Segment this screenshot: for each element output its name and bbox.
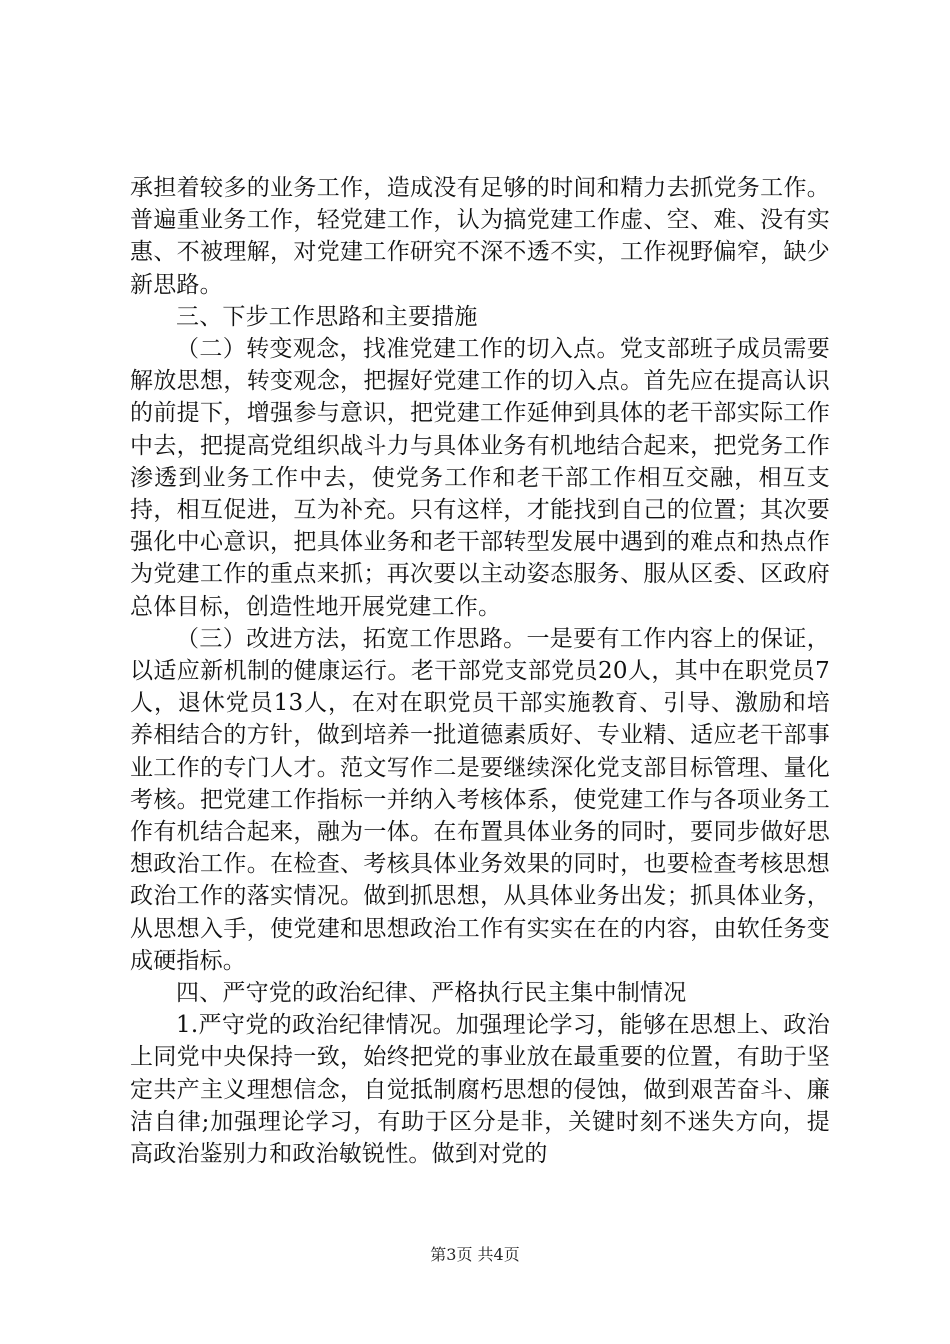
page-number-footer: 第3页 共4页 bbox=[430, 1245, 520, 1264]
paragraph-change-concepts: （二）转变观念，找准党建工作的切入点。党支部班子成员需要解放思想，转变观念，把握好党建工作的切入点。首先应在提高认识的前提下，增强参与意识，把党建工作延伸到具体的老干部实际工作中去，把提高党组织战斗力与具体业务有机地结合起来，把党务工作渗透到业务工作中去，使党务工作和老干部工作相互交融，相互支持，相互促进，互为补充。只有这样，才能找到自己的位置；其次要强化中心意识，把具体业务和老干部转型发展中遇到的难点和热点作为党建工作的重点来抓；再次要以主动姿态服务、服从区委、区政府总体目标，创造性地开展党建工作。 bbox=[130, 336, 830, 620]
section-heading-next-steps: 三、下步工作思路和主要措施 bbox=[176, 303, 478, 330]
paragraph-political-discipline: 1.严守党的政治纪律情况。加强理论学习，能够在思想上、政治上同党中央保持一致，始终把党的事业放在最重要的位置，有助于坚定共产主义理想信念，自觉抵制腐朽思想的侵蚀，做到艰苦奋斗、廉洁自律;加强理论学习，有助于区分是非，关键时刻不迷失方向，提高政治鉴别力和政治敏锐性。做到对党的 bbox=[130, 1012, 830, 1168]
paragraph-continuation: 承担着较多的业务工作，造成没有足够的时间和精力去抓党务工作。普遍重业务工作，轻党建工作，认为搞党建工作虚、空、难、没有实惠、不被理解，对党建工作研究不深不透不实，工作视野偏窄，缺少新思路。 bbox=[130, 175, 830, 298]
section-heading-discipline: 四、严守党的政治纪律、严格执行民主集中制情况 bbox=[176, 980, 687, 1007]
paragraph-improve-methods: （三）改进方法，拓宽工作思路。一是要有工作内容上的保证，以适应新机制的健康运行。老干部党支部党员20人，其中在职党员7人，退休党员13人，在对在职党员干部实施教育、引导、激励和培养相结合的方针，做到培养一批道德素质好、专业精、适应老干部事业工作的专门人才。范文写作二是要继续深化党支部目标管理、量化考核。把党建工作指标一并纳入考核体系，使党建工作与各项业务工作有机结合起来，融为一体。在布置具体业务的同时，要同步做好思想政治工作。在检查、考核具体业务效果的同时，也要检查考核思想政治工作的落实情况。做到抓思想，从具体业务出发；抓具体业务，从思想入手，使党建和思想政治工作有实实在在的内容，由软任务变成硬指标。 bbox=[130, 625, 830, 974]
document-body bbox=[130, 172, 830, 1170]
